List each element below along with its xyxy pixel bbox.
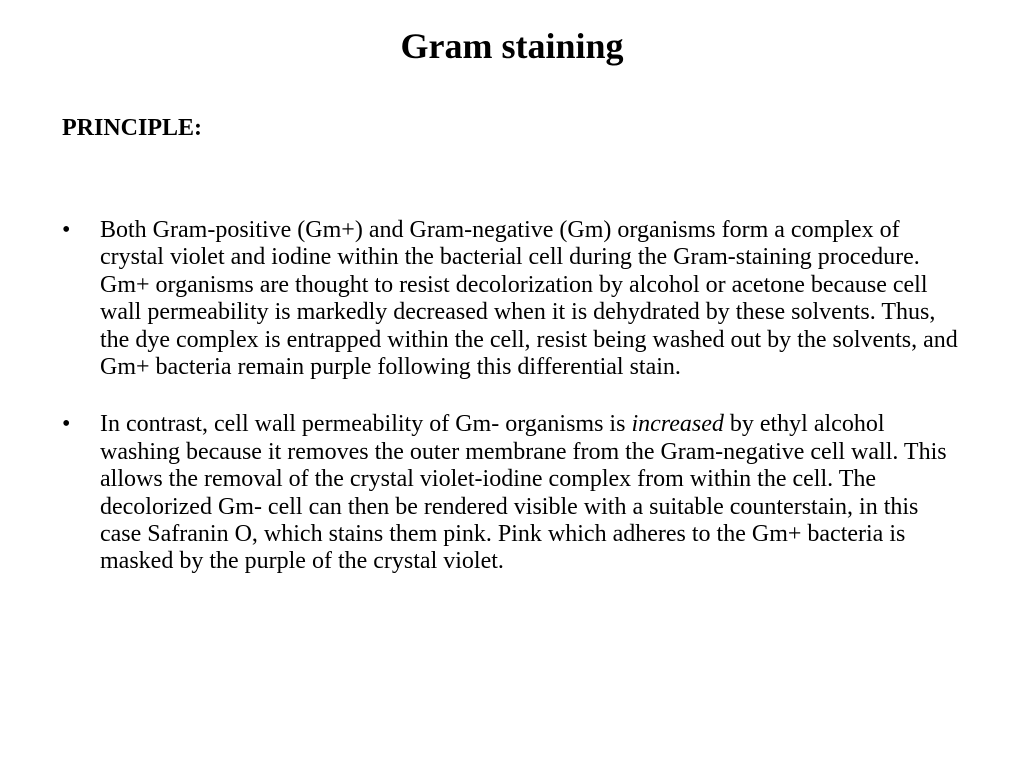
bullet-text-2-before: In contrast, cell wall permeability of Gm- organisms is <box>100 411 632 438</box>
bullet-list <box>62 217 962 576</box>
bullet-text-2 <box>100 411 947 574</box>
slide-title: Gram staining <box>400 26 624 66</box>
bullet-text-2-after: by ethyl alcohol washing because it removes the outer membrane from the Gram-negative cell wall. This allows the removal of the crystal violet-iodine complex from within the cell. The decolorized Gm- cell can then be rendered visible with a suitable counterstain, in this case Safranin O, which stains them pink. Pink which adheres to the Gm+ bacteria is masked by the purple of the crystal violet. <box>100 411 947 575</box>
bullet-icon: • <box>62 217 71 243</box>
emphasis-increased: increased <box>631 411 724 438</box>
bullet-item-2 <box>62 411 962 575</box>
bullet-text-1: Both Gram-positive (Gm+) and Gram-negative (Gm) organisms form a complex of crystal violet and iodine within the bacterial cell during the Gram-staining procedure. Gm+ organisms are thought to resist decolorization by alcohol or acetone because cell wall permeability is markedly decreased when it is dehydrated by these solvents. Thus, the dye complex is entrapped within the cell, resist being washed out by the solvents, and Gm+ bacteria remain purple following this differential stain. <box>100 217 958 381</box>
bullet-item-1 <box>62 217 962 381</box>
bullet-icon: • <box>62 411 71 438</box>
section-heading: PRINCIPLE: <box>62 115 203 141</box>
